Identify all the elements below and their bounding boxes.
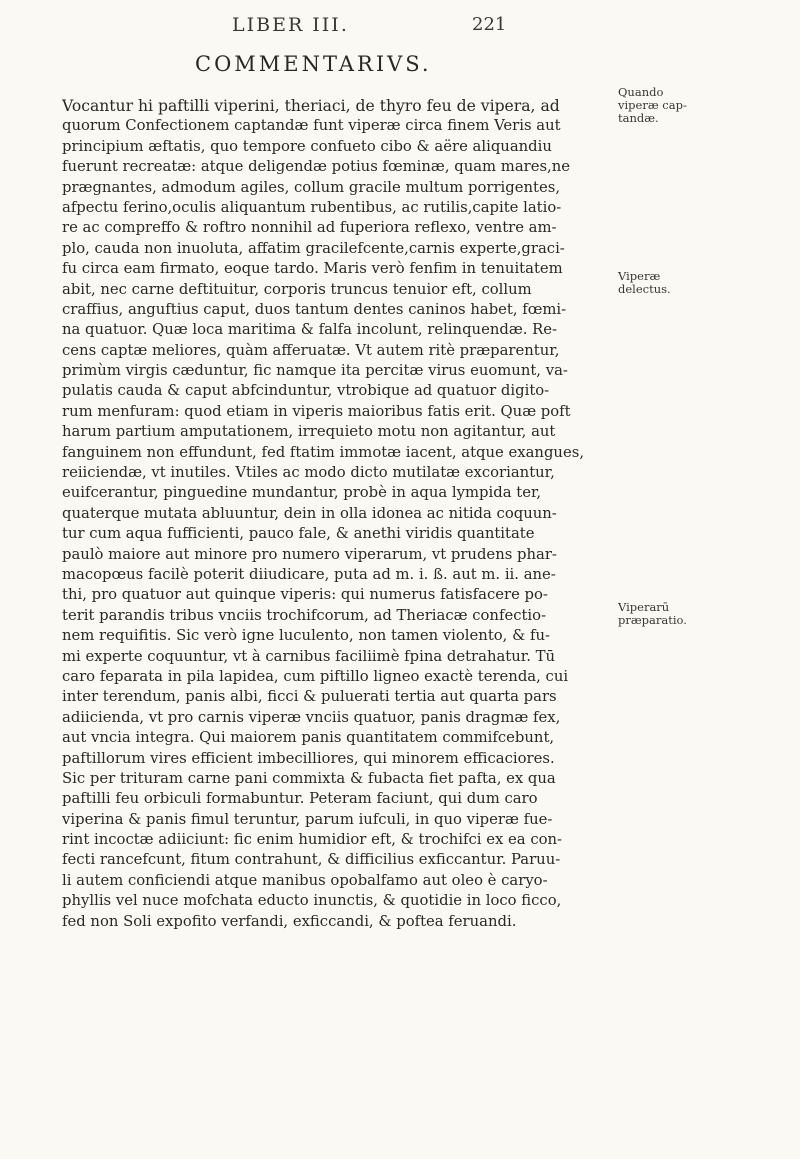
text-line: nem requifitis. Sic verò igne luculento, non tamen violento, & fu- bbox=[62, 627, 550, 645]
text-line: cens captæ meliores, quàm afferuatæ. Vt autem ritè præparentur, bbox=[62, 341, 560, 359]
margin-note-line: Viperæ bbox=[618, 269, 661, 283]
text-line: fed non Soli expofito verfandi, exficcandi, & poftea feruandi. bbox=[62, 912, 517, 930]
margin-note-line: delectus. bbox=[618, 282, 671, 296]
text-line: re ac compreffo & roftro nonnihil ad fuperiora reflexo, ventre am- bbox=[62, 219, 557, 237]
text-line: abit, nec carne deftituitur, corporis truncus tenuior eft, collum bbox=[62, 280, 532, 298]
running-head: LIBER III. bbox=[232, 14, 349, 36]
text-line: euifcerantur, pinguedine mundantur, probè in aqua lympida ter, bbox=[62, 484, 542, 502]
text-line: prægnantes, admodum agiles, collum gracile multum porrigentes, bbox=[62, 178, 561, 196]
text-line: Vocantur hi paftilli viperini, theriaci, de thyro feu de vipera, ad bbox=[62, 97, 560, 115]
text-line: plo, cauda non inuoluta, affatim gracilefcente,carnis experte,graci- bbox=[62, 239, 565, 257]
text-line: afpectu ferino,oculis aliquantum rubentibus, ac rutilis,capite latio- bbox=[62, 198, 562, 216]
text-line: harum partium amputationem, irrequieto motu non agitantur, aut bbox=[62, 423, 556, 441]
text-line: li autem conficiendi atque manibus opobalfamo aut oleo è caryo- bbox=[62, 871, 548, 889]
text-line: craffius, anguftius caput, duos tantum dentes caninos habet, fœmi- bbox=[62, 300, 567, 318]
text-line: paftilli feu orbiculi formabuntur. Peteram faciunt, qui dum caro bbox=[62, 790, 538, 808]
text-line: fanguinem non effundunt, fed ftatim immotæ iacent, atque exangues, bbox=[62, 443, 585, 461]
text-line: principium æftatis, quo tempore confueto cibo & aëre aliquandiu bbox=[62, 137, 552, 155]
text-line: na quatuor. Quæ loca maritima & falfa incolunt, relinquendæ. Re- bbox=[62, 321, 558, 339]
text-line: phyllis vel nuce mofchata educto inunctis, & quotidie in loco ficco, bbox=[62, 892, 562, 910]
margin-note-line: Quando bbox=[618, 85, 664, 99]
body-text bbox=[62, 96, 610, 932]
text-line: mi experte coquuntur, vt à carnibus faciliimè fpina detrahatur. Tū bbox=[62, 647, 556, 665]
text-line: caro feparata in pila lapidea, cum piftillo ligneo exactè terenda, cui bbox=[62, 667, 569, 685]
text-line: fecti rancefcunt, fitum contrahunt, & difficilius exficcantur. Paruu- bbox=[62, 851, 561, 869]
text-line: tur cum aqua fufficienti, pauco fale, & anethi viridis quantitate bbox=[62, 525, 535, 543]
text-line: fuerunt recreatæ: atque deligendæ potius fœminæ, quam mares,ne bbox=[62, 158, 571, 176]
text-line: macopœus facilè poterit diiudicare, puta ad m. i. ß. aut m. ii. ane- bbox=[62, 565, 556, 583]
text-line: rint incoctæ adiiciunt: fic enim humidior eft, & trochifci ex ea con- bbox=[62, 831, 563, 849]
text-line: rum menfuram: quod etiam in viperis maioribus fatis erit. Quæ poft bbox=[62, 402, 571, 420]
text-line: inter terendum, panis albi, ficci & puluerati tertia aut quarta pars bbox=[62, 688, 557, 706]
section-title: COMMENTARIVS. bbox=[195, 52, 432, 76]
text-line: viperina & panis fimul teruntur, parum iufculi, in quo viperæ fue- bbox=[62, 810, 553, 828]
text-line: quorum Confectionem captandæ funt viperæ circa finem Veris aut bbox=[62, 117, 561, 135]
text-line: fu circa eam firmato, eoque tardo. Maris verò fenfim in tenuitatem bbox=[62, 260, 563, 278]
margin-note-line: Viperarū bbox=[618, 600, 670, 614]
text-line: adiicienda, vt pro carnis viperæ vnciis quatuor, panis dragmæ fex, bbox=[62, 708, 561, 726]
text-line: paulò maiore aut minore pro numero viperarum, vt prudens phar- bbox=[62, 545, 557, 563]
text-line: quaterque mutata abluuntur, dein in olla idonea ac nitida coquun- bbox=[62, 504, 557, 522]
margin-note-line: tandæ. bbox=[618, 111, 659, 125]
text-line: reiiciendæ, vt inutiles. Vtiles ac modo dicto mutilatæ excoriantur, bbox=[62, 464, 555, 482]
text-line: primùm virgis cæduntur, fic namque ita percitæ virus euomunt, va- bbox=[62, 362, 568, 380]
margin-note-preparation bbox=[618, 601, 687, 627]
text-line: terit parandis tribus vnciis trochifcorum, ad Theriacæ confectio- bbox=[62, 606, 547, 624]
margin-note-selection bbox=[618, 270, 671, 296]
page-number: 221 bbox=[472, 14, 507, 35]
margin-note-line: præparatio. bbox=[618, 613, 687, 627]
text-line: paftillorum vires efficient imbecilliores, qui minorem efficaciores. bbox=[62, 749, 555, 767]
margin-note-capture-time bbox=[618, 86, 687, 125]
text-line: aut vncia integra. Qui maiorem panis quantitatem commifcebunt, bbox=[62, 729, 555, 747]
text-line: Sic per trituram carne pani commixta & fubacta fiet pafta, ex qua bbox=[62, 769, 556, 787]
text-line: thi, pro quatuor aut quinque viperis: qui numerus fatisfacere po- bbox=[62, 586, 548, 604]
margin-note-line: viperæ cap- bbox=[618, 98, 687, 112]
text-line: pulatis cauda & caput abfcinduntur, vtrobique ad quatuor digito- bbox=[62, 382, 550, 400]
